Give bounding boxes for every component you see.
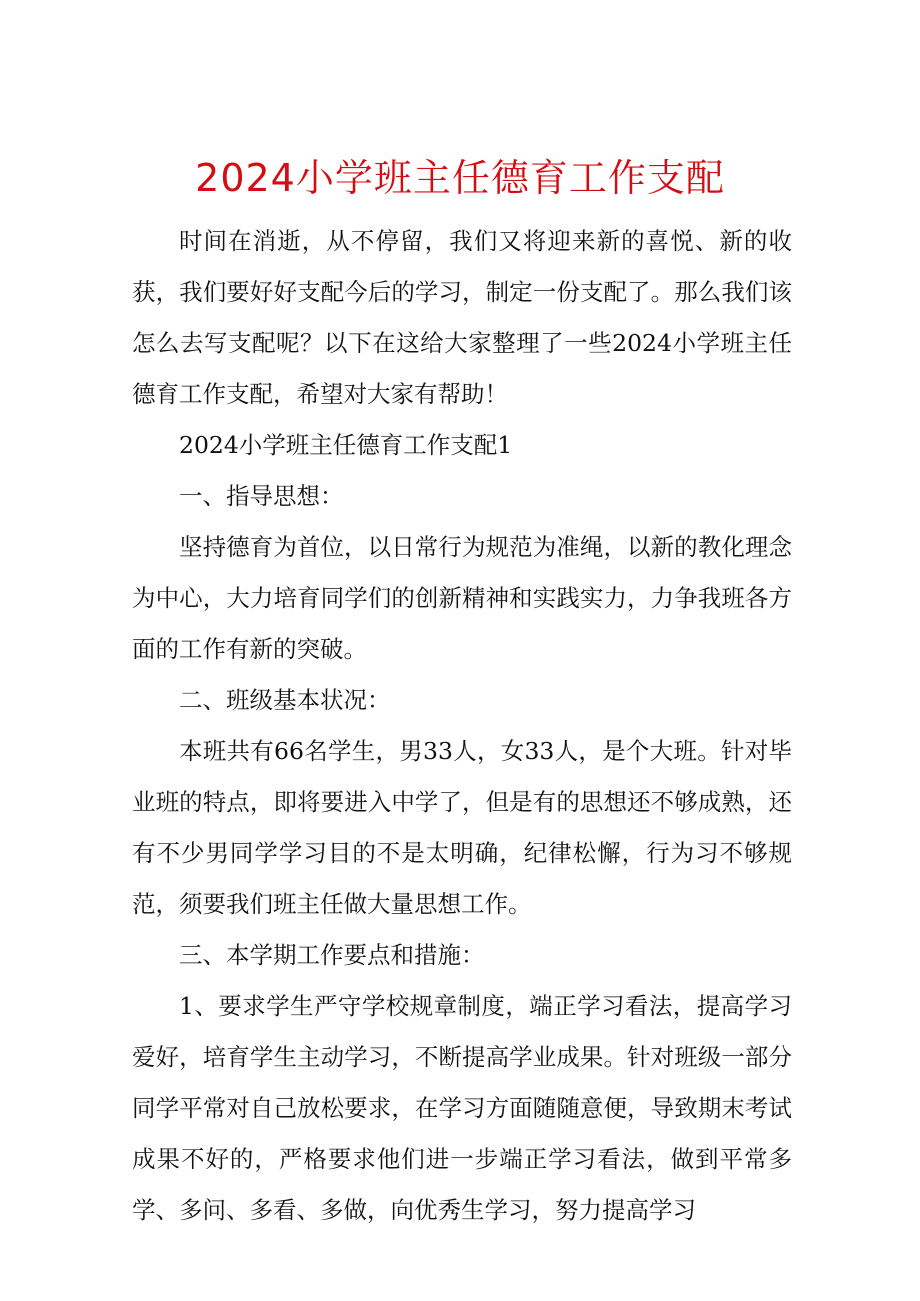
document-body <box>132 216 792 1236</box>
section-heading-work-points: 三、本学期工作要点和措施： <box>179 941 485 969</box>
document-title: 2024小学班主任德育工作支配 <box>195 156 725 200</box>
section-heading-class-situation: 二、班级基本状况： <box>179 686 391 714</box>
section-text-guiding-thought: 坚持德育为首位，以日常行为规范为准绳，以新的教化理念为中心，大力培育同学们的创新精神和实践实力，力争我班各方面的工作有新的突破。 <box>132 533 792 663</box>
section-text-work-points: 1、要求学生严守学校规章制度，端正学习看法，提高学习爱好，培育学生主动学习，不断提高学业成果。针对班级一部分同学平常对自己放松要求，在学习方面随随意便，导致期末考试成果不好的，严格要求他们进一步端正学习看法，做到平常多学、多问、多看、多做，向优秀生学习，努力提高学习 <box>132 992 792 1224</box>
intro-paragraph: 时间在消逝，从不停留，我们又将迎来新的喜悦、新的收获，我们要好好支配今后的学习，制定一份支配了。那么我们该怎么去写支配呢？以下在这给大家整理了一些2024小学班主任德育工作支配，希望对大家有帮助！ <box>132 227 792 408</box>
plan-section-title: 2024小学班主任德育工作支配1 <box>179 431 513 459</box>
section-heading-guiding-thought: 一、指导思想： <box>179 482 344 510</box>
section-text-class-situation: 本班共有66名学生，男33人，女33人，是个大班。针对毕业班的特点，即将要进入中学了，但是有的思想还不够成熟，还有不少男同学学习目的不是太明确，纪律松懈，行为习不够规范，须要我们班主任做大量思想工作。 <box>132 737 792 918</box>
